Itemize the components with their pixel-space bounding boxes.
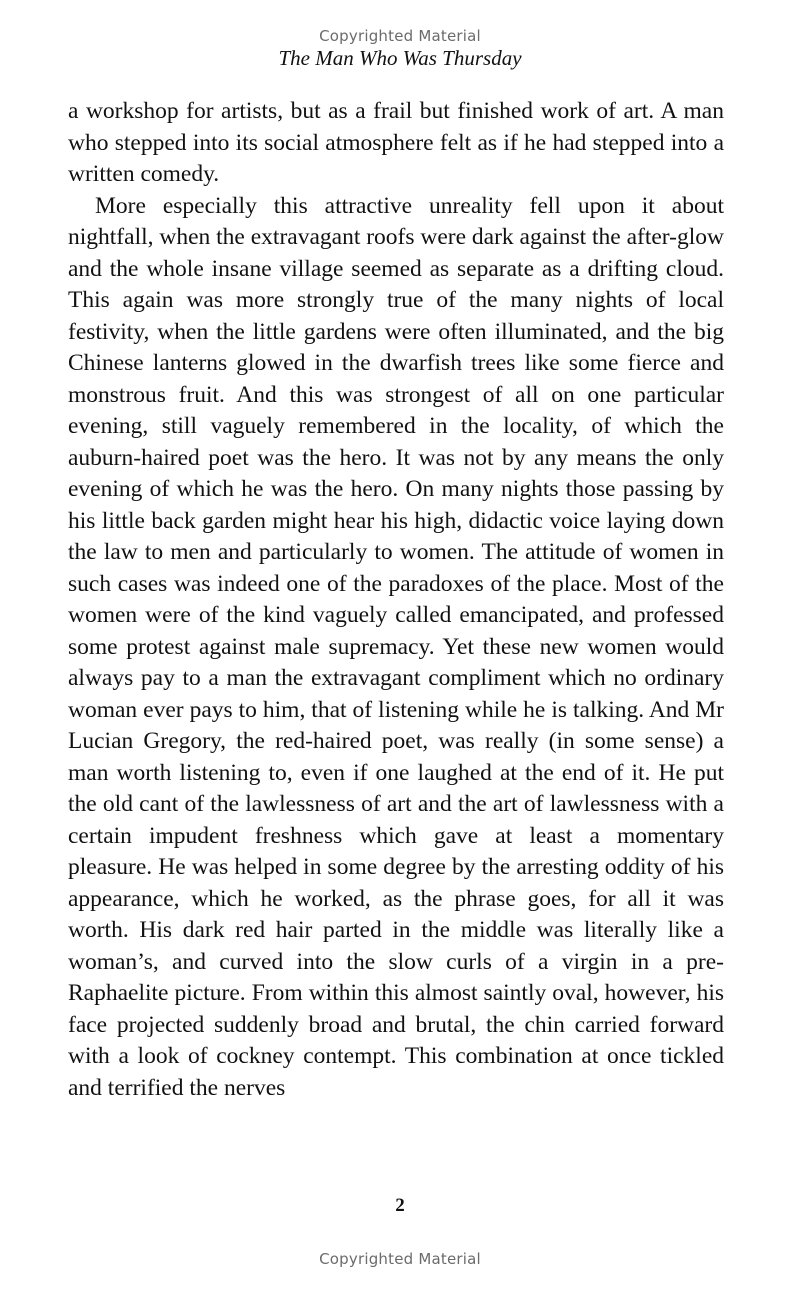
body-text xyxy=(68,96,724,1104)
paragraph: More especially this attractive unreality fell upon it about nightfall, when the extravagant roofs were dark against the after-glow and the whole insane village seemed as separate as a drifting cloud. This again was more strongly true of the many nights of local festivity, when the little gardens were often illuminated, and the big Chinese lanterns glowed in the dwarfish trees like some fierce and monstrous fruit. And this was strongest of all on one particular evening, still vaguely remembered in the locality, of which the auburn-haired poet was the hero. It was not by any means the only evening of which he was the hero. On many nights those passing by his little back garden might hear his high, didactic voice laying down the law to men and particularly to women. The attitude of women in such cases was indeed one of the paradoxes of the place. Most of the women were of the kind vaguely called emancipated, and professed some protest against male supremacy. Yet these new women would always pay to a man the extravagant compliment which no ordinary woman ever pays to him, that of listening while he is talking. And Mr Lucian Gregory, the red-haired poet, was really (in some sense) a man worth listening to, even if one laughed at the end of it. He put the old cant of the lawlessness of art and the art of lawlessness with a certain impudent freshness which gave at least a momentary pleasure. He was helped in some degree by the arresting oddity of his appearance, which he worked, as the phrase goes, for all it was worth. His dark red hair parted in the middle was literally like a woman’s, and curved into the slow curls of a virgin in a pre-Raphaelite picture. From within this almost saintly oval, however, his face projected suddenly broad and brutal, the chin carried forward with a look of cockney contempt. This combination at once tickled and terrified the nerves xyxy=(68,192,724,1101)
copyright-watermark-bottom: Copyrighted Material xyxy=(319,1250,481,1268)
running-head-book-title: The Man Who Was Thursday xyxy=(278,46,522,70)
page-number: 2 xyxy=(395,1195,405,1216)
copyright-watermark-top: Copyrighted Material xyxy=(319,27,481,45)
paragraph-continuation: a workshop for artists, but as a frail but finished work of art. A man who stepped into its social atmosphere felt as if he had stepped into a written comedy. xyxy=(68,98,724,187)
